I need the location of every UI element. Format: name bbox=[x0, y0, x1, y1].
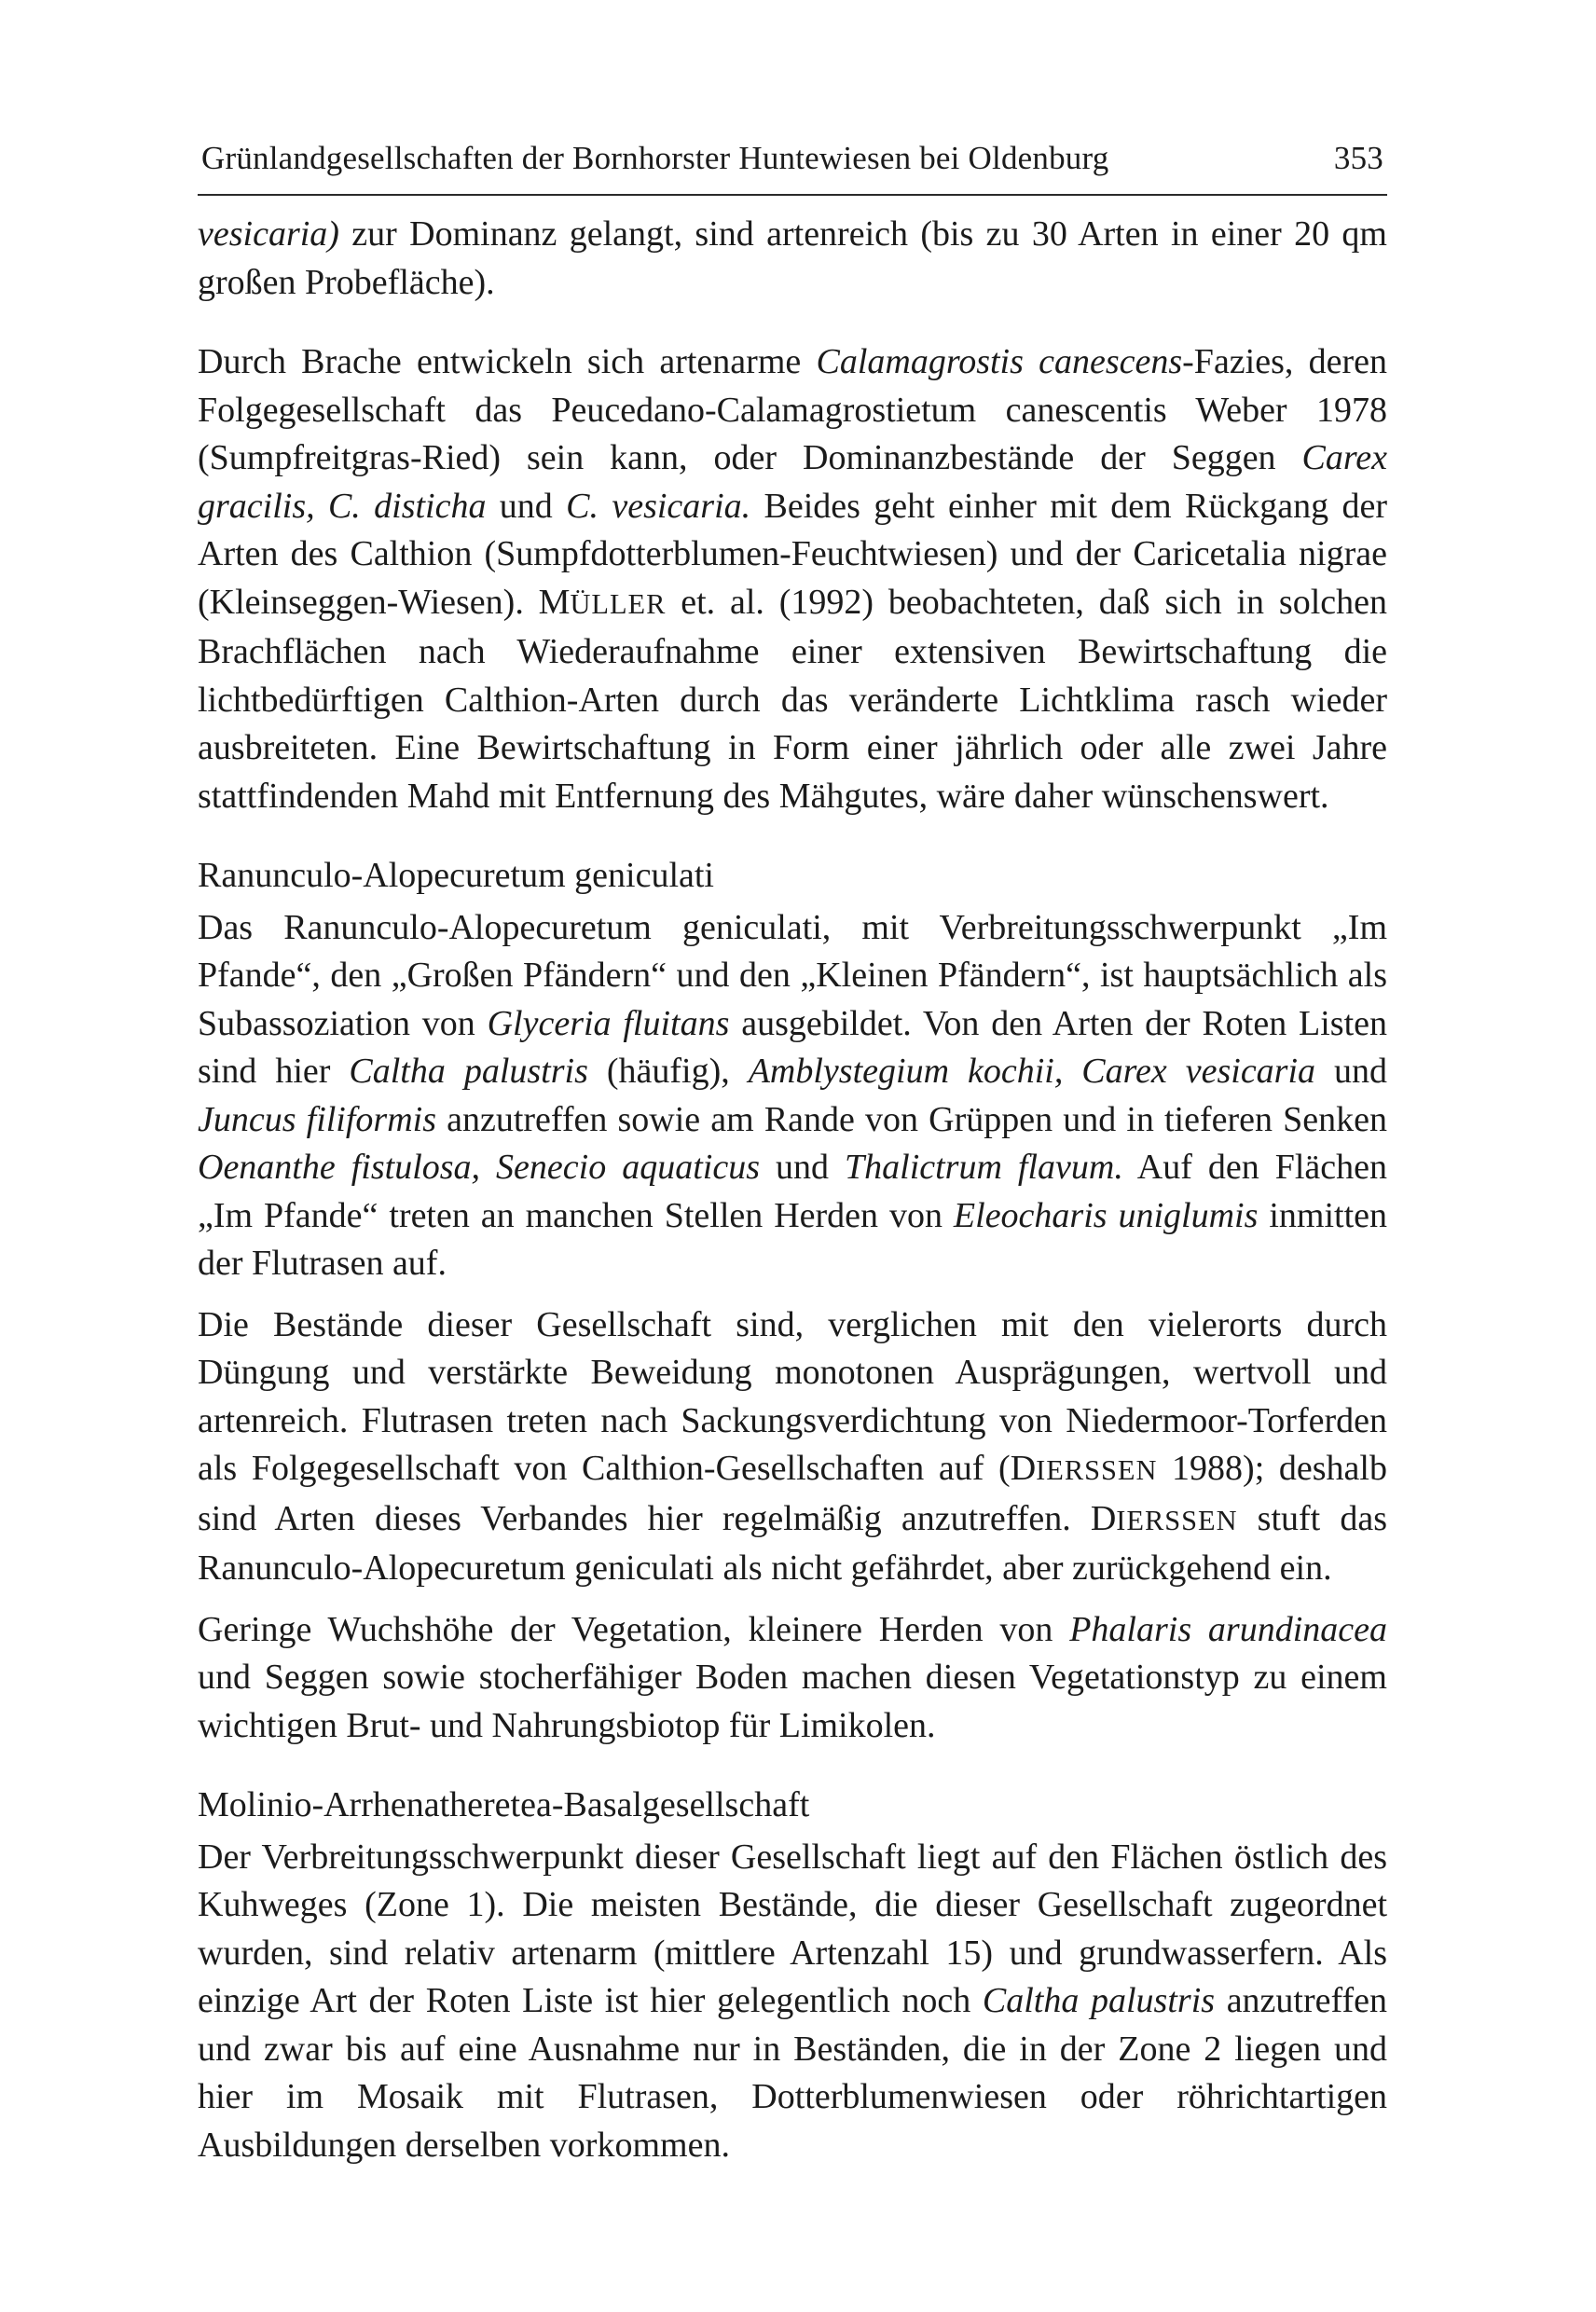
species-name: Caltha palustris bbox=[349, 1052, 588, 1091]
text-span: Das Ranunculo-Alopecuretum geniculati, mit Verbreitungsschwerpunkt „Im Pfande“, den „Großen Pfändern“ und den „Kleinen Pfändern“, ist hauptsächlich als Subassoziation von bbox=[198, 907, 1387, 1043]
text-span: Beides geht einher mit dem Rückgang der Arten des Calthion (Sumpfdotterblumen-Feuchtwiesen) und der Caricetalia nigrae (Kleinseggen-Wiesen). M bbox=[198, 486, 1387, 622]
text-span: anzutreffen sowie am Rande von Grüppen und in tieferen Senken bbox=[436, 1099, 1387, 1139]
species-name: Amblystegium kochii, Carex vesicaria bbox=[748, 1052, 1316, 1091]
text-span: Die Bestände dieser Gesellschaft sind, verglichen mit den vielerorts durch Düngung und verstärkte Beweidung monotonen Ausprägungen, wertvoll und artenreich. Flutrasen treten nach Sackungsverdichtung von Niedermoor-Torferden als Folgegesellschaft von Calthion-Gesellschaften auf (D bbox=[198, 1304, 1387, 1488]
paragraph-4 bbox=[198, 1301, 1387, 1593]
running-header-title: Grünlandgesellschaften der Bornhorster Huntewiesen bei Oldenburg bbox=[201, 140, 1109, 176]
species-name: Phalaris arundinacea bbox=[1069, 1609, 1388, 1649]
body-text bbox=[198, 211, 1387, 2169]
text-span: inmitten der Flutrasen auf. bbox=[198, 1195, 1388, 1283]
text-span: und Seggen sowie stocherfähiger Boden machen diesen Vegetationstyp zu einem wichtigen Brut- und Nahrungsbiotop für Limikolen. bbox=[198, 1658, 1387, 1745]
paragraph-2 bbox=[198, 338, 1387, 820]
text-span: und bbox=[1315, 1052, 1388, 1091]
author-name: IERSSEN bbox=[1036, 1454, 1158, 1486]
species-name: Carex gracilis, C. disticha bbox=[198, 438, 1387, 526]
text-span: ausgebildet. Von den Arten der Roten Listen sind hier bbox=[198, 1003, 1388, 1091]
text-span: stuft das Ranunculo-Alopecuretum geniculati als nicht gefährdet, aber zurückgehend ein. bbox=[198, 1498, 1388, 1588]
text-span: Durch Brache entwickeln sich artenarme bbox=[198, 342, 817, 381]
text-span: zur Dominanz gelangt, sind artenreich (bis zu 30 Arten in einer 20 qm großen Probefläche). bbox=[198, 214, 1387, 302]
text-span: et. al. (1992) beobachteten, daß sich in solchen Brachflächen nach Wiederaufnahme einer extensiven Bewirtschaftung die lichtbedürftigen Calthion-Arten durch das veränderte Lichtklima rasch wieder ausbreiteten. Eine Bewirtschaftung in Form einer jährlich oder alle zwei Jahre stattfindenden Mahd mit Entfernung des Mähgutes, wäre daher wünschenswert. bbox=[198, 582, 1387, 816]
species-name: Glyceria fluitans bbox=[487, 1003, 730, 1043]
text-span: Auf den Flächen „Im Pfande“ treten an manchen Stellen Herden von bbox=[198, 1148, 1388, 1235]
running-header bbox=[198, 140, 1387, 196]
paragraph-6 bbox=[198, 1834, 1387, 2170]
species-name: Oenanthe fistulosa, Senecio aquaticus bbox=[198, 1148, 760, 1187]
section-heading-ranunculo: Ranunculo-Alopecuretum geniculati bbox=[198, 856, 714, 895]
text-span: 1988); deshalb sind Arten dieses Verbandes hier regelmäßig anzutreffen. D bbox=[198, 1449, 1387, 1538]
species-name: vesicaria) bbox=[198, 214, 339, 254]
species-name: Thalictrum flavum. bbox=[845, 1148, 1123, 1187]
section-heading-molinio: Molinio-Arrhenatheretea-Basalgesellschaft bbox=[198, 1785, 810, 1824]
text-span: Der Verbreitungsschwerpunkt dieser Gesellschaft liegt auf den Flächen östlich des Kuhweges (Zone 1). Die meisten Bestände, die dieser Gesellschaft zugeordnet wurden, sind relativ artenarm (mittlere Artenzahl 15) und grundwasserfern. Als einzige Art der Roten Liste ist hier gelegentlich noch bbox=[198, 1837, 1387, 2020]
species-name: Caltha palustris bbox=[982, 1981, 1216, 2020]
paragraph-1 bbox=[198, 211, 1387, 307]
paragraph-3 bbox=[198, 904, 1387, 1288]
text-span: und bbox=[759, 1148, 845, 1187]
text-span: anzutreffen und zwar bis auf eine Ausnahme nur in Beständen, die in der Zone 2 liegen und hier im Mosaik mit Flutrasen, Dotterblumenwiesen oder röhrichtartigen Ausbildungen derselben vorkommen. bbox=[198, 1981, 1387, 2165]
page-number: 353 bbox=[1333, 140, 1383, 176]
species-name: Calamagrostis canescens bbox=[816, 342, 1183, 381]
text-span: und bbox=[486, 486, 567, 526]
text-span: Geringe Wuchshöhe der Vegetation, kleinere Herden von bbox=[198, 1609, 1070, 1649]
species-name: Juncus filiformis bbox=[198, 1099, 436, 1139]
author-name: ÜLLER bbox=[570, 587, 667, 620]
species-name: Eleocharis uniglumis bbox=[953, 1195, 1259, 1235]
text-span: (häufig), bbox=[587, 1052, 749, 1091]
author-name: IERSSEN bbox=[1116, 1504, 1238, 1536]
paragraph-5 bbox=[198, 1606, 1387, 1751]
document-page bbox=[198, 140, 1387, 2182]
species-name: C. vesicaria. bbox=[566, 486, 751, 526]
text-span: -Fazies, deren Folgegesellschaft das Peucedano-Calamagrostietum canescentis Weber 1978 (Sumpfreitgras-Ried) sein kann, oder Dominanzbestände der Seggen bbox=[198, 342, 1387, 477]
